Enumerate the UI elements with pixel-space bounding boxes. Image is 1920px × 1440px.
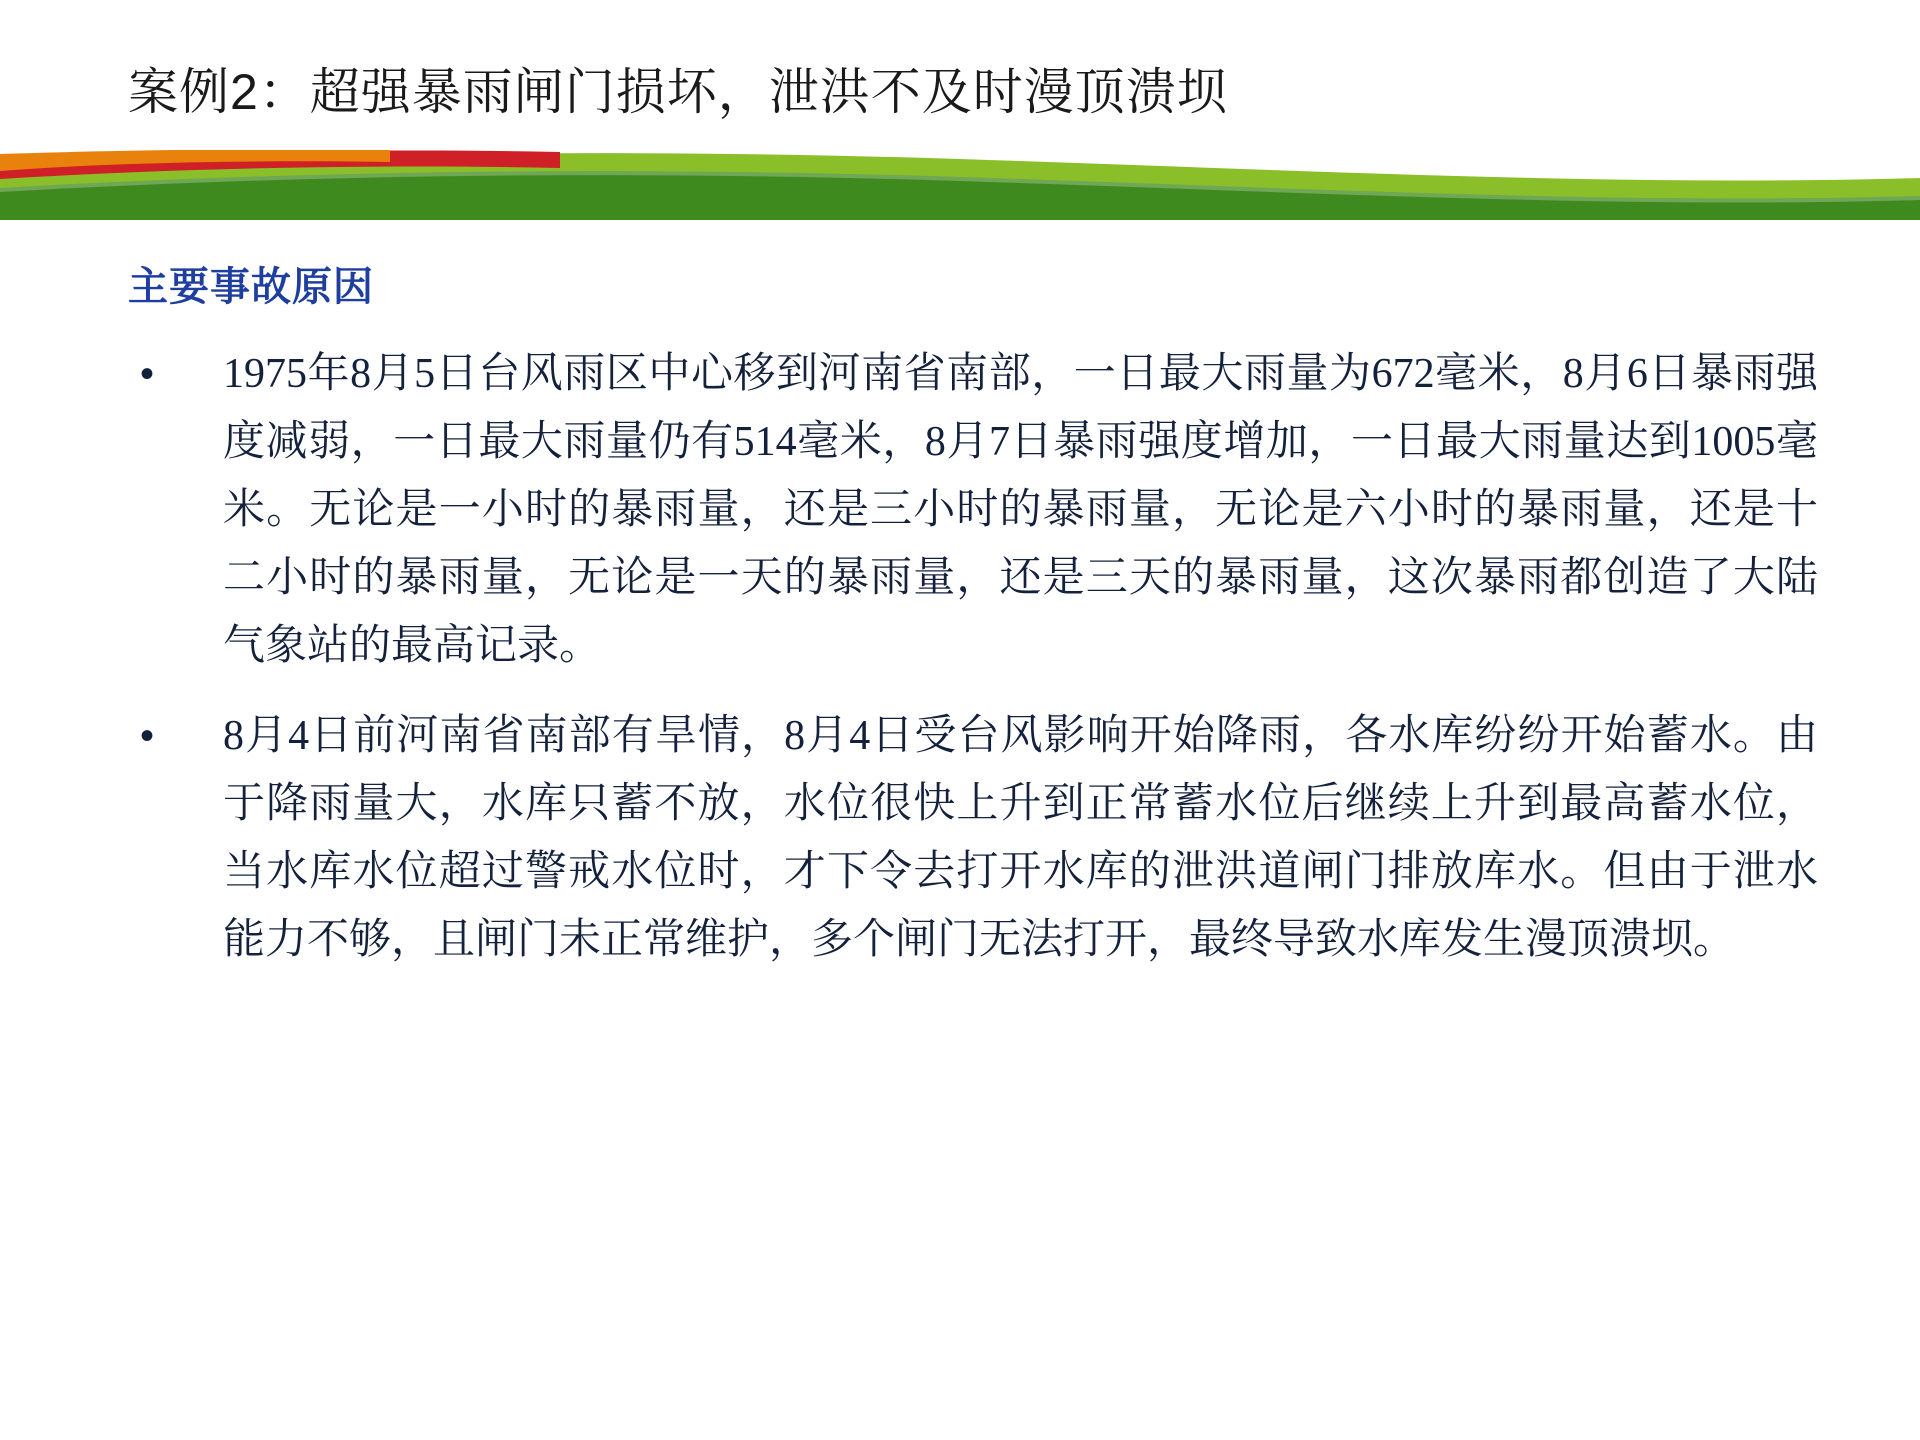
list-item-text: 8月4日前河南省南部有旱情，8月4日受台风影响开始降雨，各水库纷纷开始蓄水。由于降雨量大，水库只蓄不放，水位很快上升到正常蓄水位后继续上升到最高蓄水位，当水库水位超过警戒水位时，才下令去打开水库的泄洪道闸门排放库水。但由于泄水能力不够，且闸门未正常维护，多个闸门无法打开，最终导致水库发生漫顶溃坝。	[223, 713, 1818, 963]
bullet-point-icon: •	[140, 352, 155, 396]
decorative-swoosh-band	[0, 150, 1920, 220]
list-item	[128, 340, 1818, 680]
title-area	[0, 0, 1920, 168]
swoosh-icon	[0, 150, 1920, 220]
page-title: 案例2：超强暴雨闸门损坏，泄洪不及时漫顶溃坝	[128, 64, 1228, 120]
bullet-list	[128, 340, 1818, 996]
list-item	[128, 702, 1818, 974]
bullet-point-icon: •	[140, 714, 155, 758]
list-item-text: 1975年8月5日台风雨区中心移到河南省南部，一日最大雨量为672毫米，8月6日暴雨强度减弱，一日最大雨量仍有514毫米，8月7日暴雨强度增加，一日最大雨量达到1005毫米。无论是一小时的暴雨量，还是三小时的暴雨量，无论是六小时的暴雨量，还是十二小时的暴雨量，无论是一天的暴雨量，还是三天的暴雨量，这次暴雨都创造了大陆气象站的最高记录。	[223, 351, 1818, 669]
section-heading: 主要事故原因	[128, 265, 374, 309]
